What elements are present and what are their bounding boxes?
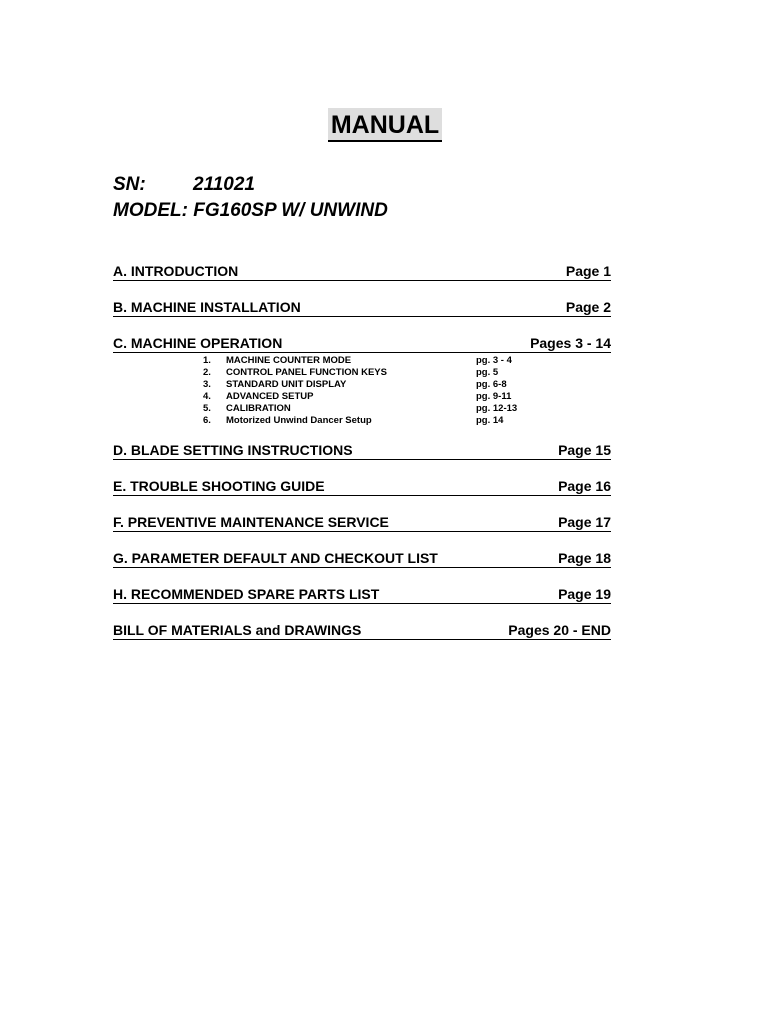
subsection-page: pg. 6-8: [476, 379, 507, 390]
subsection-number: 1.: [203, 355, 211, 366]
toc-section-introduction: [113, 262, 611, 281]
toc-section-page: Page 17: [558, 514, 611, 530]
toc-section-installation: [113, 298, 611, 317]
toc-section-label: D. BLADE SETTING INSTRUCTIONS: [113, 442, 353, 458]
subsection-label: MACHINE COUNTER MODE: [226, 355, 352, 366]
toc-section-label: B. MACHINE INSTALLATION: [113, 299, 301, 315]
toc-subsection: [113, 367, 611, 379]
toc-section-label: E. TROUBLE SHOOTING GUIDE: [113, 478, 325, 494]
operation-subsections: [113, 355, 611, 427]
toc-section-label: BILL OF MATERIALS and DRAWINGS: [113, 622, 362, 638]
subsection-number: 6.: [203, 415, 211, 426]
toc-section-page: Pages 20 - END: [508, 622, 611, 638]
model-row: [113, 198, 388, 224]
toc-section-page: Page 2: [565, 299, 611, 315]
machine-info: [113, 172, 388, 224]
toc-section-page: Page 18: [558, 550, 611, 566]
subsection-page: pg. 9-11: [476, 391, 512, 402]
toc-subsection: [113, 403, 611, 415]
subsection-page: pg. 3 - 4: [476, 355, 512, 366]
toc-section-page: Page 15: [558, 442, 611, 458]
toc-section-label: G. PARAMETER DEFAULT AND CHECKOUT LIST: [113, 550, 438, 566]
serial-number-label: SN:: [113, 174, 146, 195]
model-label: MODEL:: [113, 200, 188, 221]
document-title: MANUAL: [328, 108, 442, 142]
toc-section-troubleshooting: [113, 477, 611, 496]
toc-subsection: [113, 379, 611, 391]
toc-section-blade-setting: [113, 441, 611, 460]
subsection-page: pg. 5: [476, 367, 499, 378]
subsection-label: Motorized Unwind Dancer Setup: [226, 415, 372, 426]
subsection-number: 3.: [203, 379, 211, 390]
toc-subsection: [113, 415, 611, 427]
toc-section-page: Page 1: [565, 263, 611, 279]
toc-section-page: Page 16: [558, 478, 611, 494]
model-value: FG160SP W/ UNWIND: [193, 200, 388, 221]
toc-subsection: [113, 391, 611, 403]
serial-number-row: [113, 172, 388, 198]
subsection-number: 2.: [203, 367, 211, 378]
serial-number-value: 211021: [193, 174, 255, 195]
title-wrap: [0, 108, 770, 142]
toc-section-page: Pages 3 - 14: [530, 335, 611, 351]
subsection-page: pg. 12-13: [476, 403, 518, 414]
toc-section-operation: [113, 334, 611, 353]
subsection-page: pg. 14: [476, 415, 504, 426]
subsection-number: 5.: [203, 403, 211, 414]
subsection-label: CONTROL PANEL FUNCTION KEYS: [226, 367, 387, 378]
subsection-label: CALIBRATION: [226, 403, 291, 414]
toc-section-parameter-defaults: [113, 549, 611, 568]
subsection-label: ADVANCED SETUP: [226, 391, 314, 402]
toc-section-label: H. RECOMMENDED SPARE PARTS LIST: [113, 586, 380, 602]
toc-section-maintenance: [113, 513, 611, 532]
table-of-contents: [113, 262, 611, 657]
toc-subsection: [113, 355, 611, 367]
toc-section-label: A. INTRODUCTION: [113, 263, 239, 279]
subsection-number: 4.: [203, 391, 211, 402]
toc-section-page: Page 19: [558, 586, 611, 602]
subsection-label: STANDARD UNIT DISPLAY: [226, 379, 347, 390]
toc-section-spare-parts: [113, 585, 611, 604]
toc-section-label: F. PREVENTIVE MAINTENANCE SERVICE: [113, 514, 389, 530]
toc-section-bill-of-materials: [113, 621, 611, 640]
toc-section-label: C. MACHINE OPERATION: [113, 335, 283, 351]
